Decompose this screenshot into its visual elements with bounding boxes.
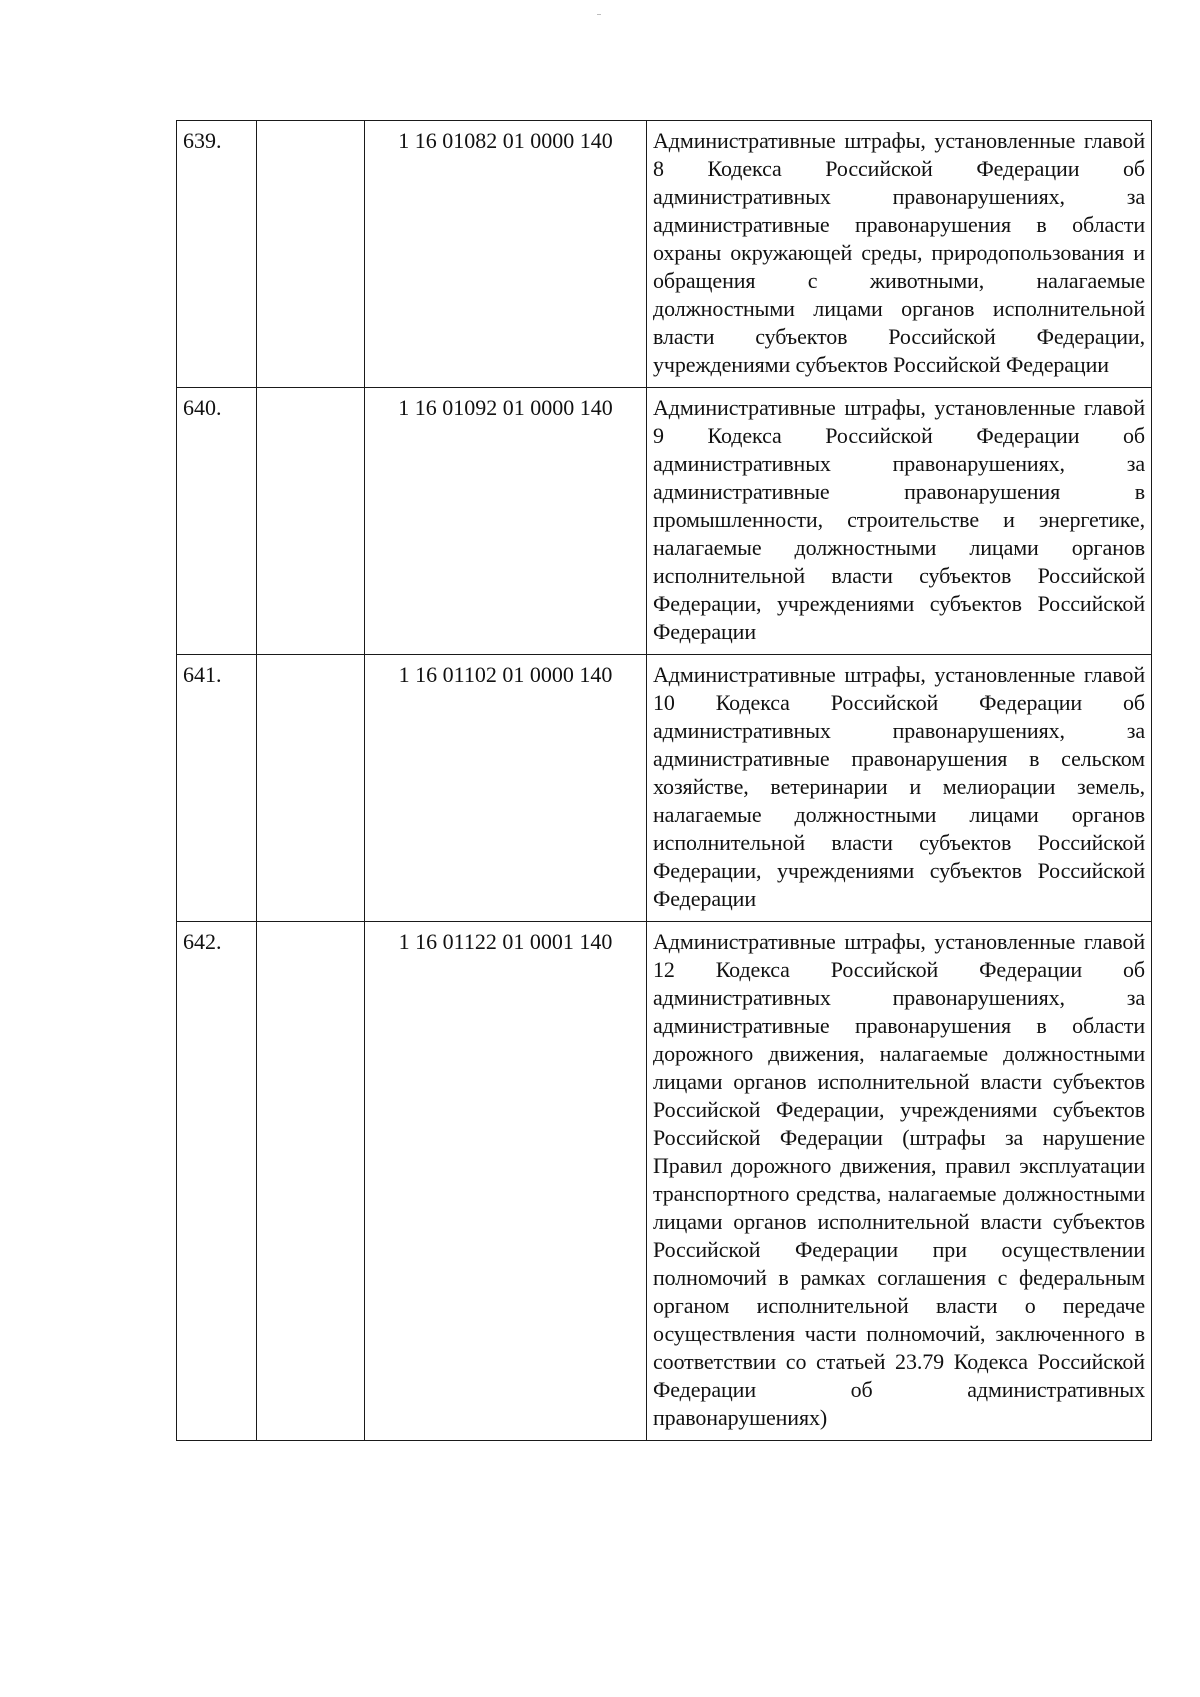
revenue-code: 1 16 01122 01 0001 140 — [365, 922, 647, 1441]
revenue-code: 1 16 01092 01 0000 140 — [365, 388, 647, 655]
revenue-description: Административные штрафы, установленные главой 9 Кодекса Российской Федерации об административных правонарушениях, за административные правонарушения в промышленности, строительстве и энергетике, налагаемые должностными лицами органов исполнительной власти субъектов Российской Федерации, учреждениями субъектов Российской Федерации — [647, 388, 1152, 655]
revenue-code-table — [176, 120, 1152, 1441]
table-row — [177, 655, 1152, 922]
revenue-code: 1 16 01102 01 0000 140 — [365, 655, 647, 922]
row-number: 642. — [177, 922, 257, 1441]
scan-mark — [597, 14, 601, 15]
admin-code-cell — [257, 121, 365, 388]
table-row — [177, 388, 1152, 655]
table-row — [177, 922, 1152, 1441]
revenue-description: Административные штрафы, установленные главой 12 Кодекса Российской Федерации об административных правонарушениях, за административные правонарушения в области дорожного движения, налагаемые должностными лицами органов исполнительной власти субъектов Российской Федерации, учреждениями субъектов Российской Федерации (штрафы за нарушение Правил дорожного движения, правил эксплуатации транспортного средства, налагаемые должностными лицами органов исполнительной власти субъектов Российской Федерации при осуществлении полномочий в рамках соглашения с федеральным органом исполнительной власти о передаче осуществления части полномочий, заключенного в соответствии со статьей 23.79 Кодекса Российской Федерации об административных правонарушениях) — [647, 922, 1152, 1441]
revenue-description: Административные штрафы, установленные главой 10 Кодекса Российской Федерации об административных правонарушениях, за административные правонарушения в сельском хозяйстве, ветеринарии и мелиорации земель, налагаемые должностными лицами органов исполнительной власти субъектов Российской Федерации, учреждениями субъектов Российской Федерации — [647, 655, 1152, 922]
revenue-description: Административные штрафы, установленные главой 8 Кодекса Российской Федерации об административных правонарушениях, за административные правонарушения в области охраны окружающей среды, природопользования и обращения с животными, налагаемые должностными лицами органов исполнительной власти субъектов Российской Федерации, учреждениями субъектов Российской Федерации — [647, 121, 1152, 388]
revenue-code: 1 16 01082 01 0000 140 — [365, 121, 647, 388]
row-number: 640. — [177, 388, 257, 655]
row-number: 641. — [177, 655, 257, 922]
admin-code-cell — [257, 655, 365, 922]
table-row — [177, 121, 1152, 388]
admin-code-cell — [257, 922, 365, 1441]
admin-code-cell — [257, 388, 365, 655]
row-number: 639. — [177, 121, 257, 388]
